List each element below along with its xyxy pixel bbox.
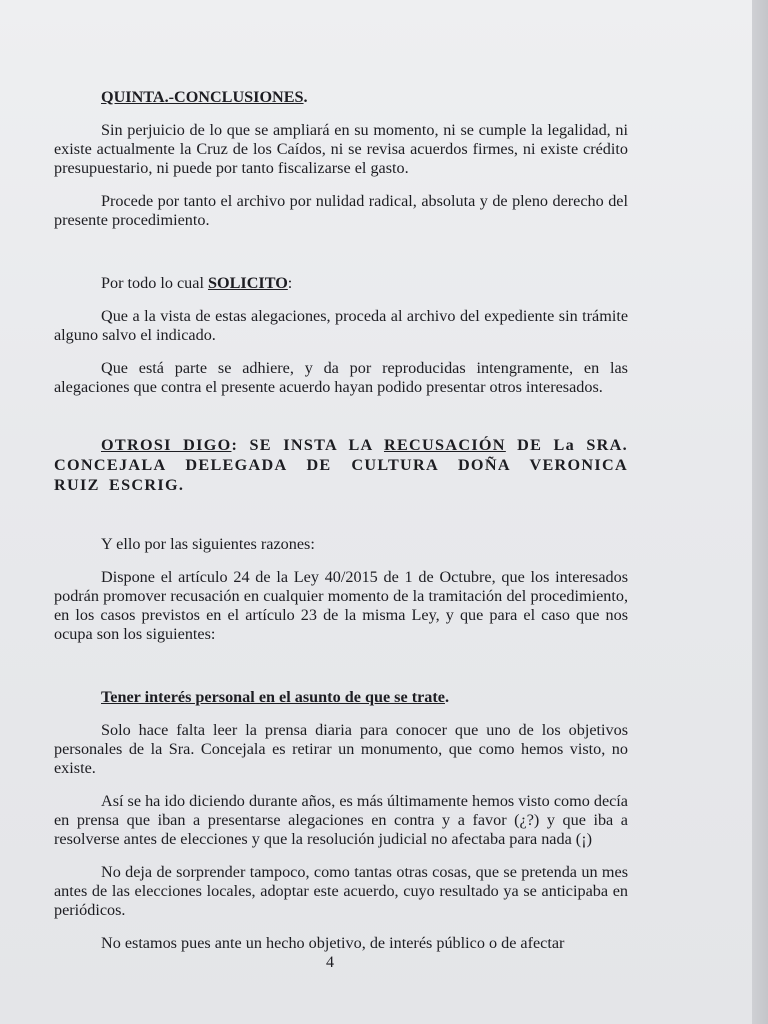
paragraph-8: Así se ha ido diciendo durante años, es más últimamente hemos visto como decía en prensa que iban a presentarse alegaciones en contra y a favor (¿?) y que iba a resolverse antes de elecciones y que la resolución judicial no afectaba para nada (¡): [54, 792, 628, 848]
paragraph-2: Procede por tanto el archivo por nulidad radical, absoluta y de pleno derecho del presente procedimiento.: [54, 192, 628, 229]
sub-heading-dot: .: [444, 688, 450, 706]
otrosi-heading: [54, 435, 628, 495]
heading-underlined: QUINTA: [101, 88, 165, 106]
solicito-prefix: Por todo lo cual: [101, 274, 209, 292]
paragraph-4: Que está parte se adhiere, y da por reproducidas intengramente, en las alegaciones que contra el presente acuerdo hayan podido presentar otros interesados.: [54, 359, 628, 396]
paragraph-3: Que a la vista de estas alegaciones, proceda al archivo del expediente sin trámite alguno salvo el indicado.: [54, 307, 628, 344]
solicito-line: [54, 274, 628, 293]
heading-rest: .-CONCLUSIONES: [164, 88, 304, 106]
otrosi-digo: OTROSI DIGO: [101, 436, 232, 454]
paragraph-10: No estamos pues ante un hecho objetivo, de interés público o de afectar: [101, 934, 565, 952]
paragraph-1: Sin perjuicio de lo que se ampliará en su momento, ni se cumple la legalidad, ni existe actualmente la Cruz de los Caídos, ni se revisa acuerdos firmes, ni existe crédito presupuestario, ni puede por tanto fiscalizarse el gasto.: [54, 121, 628, 177]
paragraph-7: Solo hace falta leer la prensa diaria para conocer que uno de los objetivos personales de la Sra. Concejala es retirar un monumento, que como hemos visto, no existe.: [54, 721, 628, 777]
document-body: [54, 88, 628, 953]
paragraph-5: Y ello por las siguientes razones:: [101, 535, 315, 553]
solicito-word: SOLICITO: [208, 274, 288, 292]
paragraph-6: Dispone el artículo 24 de la Ley 40/2015 de 1 de Octubre, que los interesados podrán promover recusación en cualquier momento de la tramitación del procedimiento, en los casos previstos en el artículo 23 de la misma Ley, y que para el caso que nos ocupa son los siguientes:: [54, 568, 628, 643]
recusacion-word: RECUSACIÓN: [383, 436, 506, 454]
sub-heading: [101, 688, 628, 707]
heading-dot: .: [303, 88, 308, 106]
paragraph-9: No deja de sorprender tampoco, como tantas otras cosas, que se pretenda un mes antes de las elecciones locales, adoptar este acuerdo, cuyo resultado ya se anticipaba en periódicos.: [54, 863, 628, 919]
page-edge-shadow: [752, 0, 768, 1024]
otrosi-rest: DE La SRA. CONCEJALA DELEGADA DE CULTURA DOÑA VERONICA RUIZ ESCRIG.: [54, 436, 629, 494]
solicito-colon: :: [287, 274, 293, 292]
otrosi-mid: : SE INSTA LA: [231, 436, 384, 454]
sub-heading-text: Tener interés personal en el asunto de que se trate: [101, 688, 445, 706]
page-number: 4: [326, 954, 334, 971]
section-heading-quinta: [101, 88, 628, 107]
